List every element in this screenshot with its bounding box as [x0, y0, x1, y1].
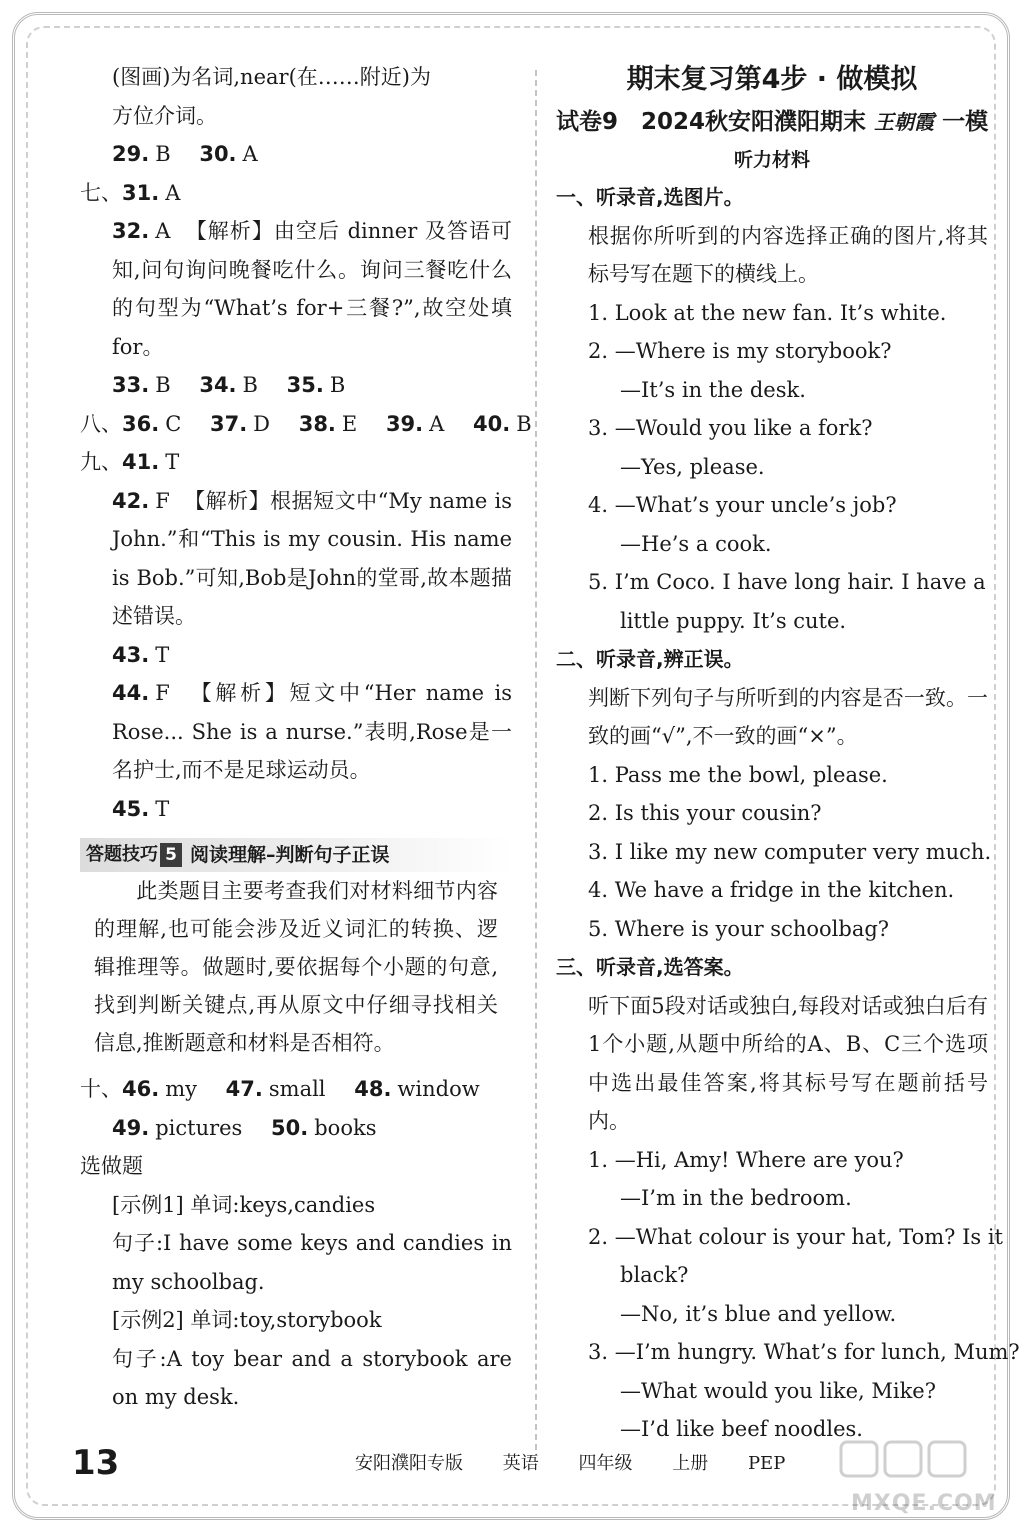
- list-item: 3. —Would you like a fork?: [588, 416, 873, 440]
- list-item: black?: [620, 1263, 689, 1287]
- question-number: 49.: [112, 1115, 150, 1140]
- column-divider: [535, 70, 537, 1450]
- question-number: 36.: [122, 411, 160, 436]
- watermark-logo: [811, 1438, 1001, 1518]
- example-words: [示例1] 单词:keys,candies: [112, 1192, 376, 1217]
- answer-explanation: [80, 212, 512, 366]
- footer-info: [355, 1450, 807, 1478]
- answer: F: [155, 488, 170, 513]
- list-item: 3. —I’m hungry. What’s for lunch, Mum?: [588, 1340, 1020, 1364]
- question-number: 48.: [354, 1077, 392, 1101]
- question-number: 37.: [209, 411, 248, 436]
- right-column: [556, 58, 1020, 1449]
- paper-title-text: 试卷9 2024秋安阳濮阳期末: [556, 109, 867, 135]
- list-item: little puppy. It’s cute.: [620, 608, 847, 633]
- answer: A: [165, 180, 181, 205]
- list-item: —Yes, please.: [620, 454, 765, 479]
- answer-row: [80, 405, 532, 444]
- list-item: 4. We have a fridge in the kitchen.: [588, 878, 955, 902]
- footer-subject: 英语: [502, 1453, 539, 1474]
- tip-title: 阅读理解–判断句子正误: [190, 843, 390, 866]
- paper-title: [556, 102, 988, 142]
- part-heading: 一、听录音,选图片。: [556, 185, 744, 209]
- list-item: —He’s a cook.: [620, 531, 772, 556]
- list-item: 3. I like my new computer very much.: [588, 839, 992, 864]
- signature-logo: 王朝霞: [874, 110, 935, 134]
- list-item: 5. Where is your schoolbag?: [588, 916, 890, 941]
- answer-row: [80, 366, 512, 405]
- question-number: 38.: [298, 411, 336, 436]
- tip-number-badge: 5: [160, 843, 182, 867]
- question-number: 44.: [112, 681, 150, 705]
- answer-row: [80, 443, 512, 482]
- question-number: 42.: [112, 488, 150, 513]
- answer: small: [268, 1077, 326, 1101]
- list-item: 2. —What colour is your hat, Tom? Is it: [588, 1224, 1003, 1249]
- question-number: 33.: [112, 373, 150, 397]
- tip-header: [80, 838, 512, 872]
- question-number: 29.: [112, 142, 150, 166]
- page-number: 13: [72, 1443, 120, 1483]
- answer: T: [155, 796, 170, 821]
- example-sentence: 句子:I have some keys and candies in my schoolbag.: [112, 1231, 512, 1294]
- question-number: 31.: [122, 180, 160, 205]
- question-number: 30.: [199, 142, 237, 166]
- section-marker: 七、: [80, 180, 122, 205]
- answer: C: [165, 411, 182, 436]
- question-number: 32.: [112, 219, 150, 243]
- section-marker: 十、: [80, 1077, 122, 1101]
- answer: A: [242, 142, 258, 166]
- list-item: 1. Look at the new fan. It’s white.: [588, 300, 947, 325]
- question-number: 41.: [122, 450, 160, 474]
- answer-row: [80, 636, 512, 675]
- section-marker: 九、: [80, 450, 122, 474]
- part-heading: 二、听录音,辨正误。: [556, 647, 744, 671]
- text-line: 方位介词。: [112, 103, 217, 128]
- answer-row: [80, 1109, 512, 1148]
- answer: T: [165, 450, 180, 474]
- answer-explanation: [80, 674, 512, 790]
- instruction: 判断下列句子与所听到的内容是否一致。一致的画“√”,不一致的画“×”。: [588, 685, 988, 748]
- answer: A: [155, 219, 171, 243]
- list-item: —I’m in the bedroom.: [620, 1186, 852, 1210]
- question-number: 50.: [271, 1115, 309, 1140]
- answer-row: [80, 790, 512, 829]
- list-item: —What would you like, Mike?: [620, 1378, 936, 1403]
- list-item: —I’d like beef noodles.: [620, 1417, 863, 1441]
- watermark-text: MXQE.COM: [851, 1491, 997, 1516]
- question-number: 46.: [122, 1077, 160, 1101]
- answer: F: [155, 681, 170, 705]
- question-number: 35.: [286, 373, 324, 397]
- question-number: 47.: [225, 1077, 263, 1101]
- list-item: —No, it’s blue and yellow.: [620, 1301, 897, 1326]
- list-item: 2. —Where is my storybook?: [588, 339, 892, 363]
- step-title: 期末复习第4步 · 做模拟: [626, 64, 918, 95]
- tip-text: 此类题目主要考查我们对材料细节内容的理解,也可能会涉及近义词汇的转换、逻辑推理等。做题时,要依据每个小题的句意,找到判断关键点,再从原文中仔细寻找相关信息,推断题意和材料是否相符。: [94, 879, 498, 1055]
- answer: window: [397, 1077, 480, 1101]
- answer: pictures: [155, 1115, 243, 1140]
- question-number: 40.: [473, 411, 511, 436]
- question-number: 43.: [112, 642, 150, 667]
- footer-volume: 上册: [672, 1453, 709, 1474]
- answer: B: [329, 373, 346, 397]
- footer-version: PEP: [747, 1453, 786, 1474]
- list-item: —It’s in the desk.: [620, 377, 806, 402]
- question-number: 45.: [112, 796, 150, 821]
- list-item: 5. I’m Coco. I have long hair. I have a: [588, 570, 986, 594]
- instruction: 听下面5段对话或独白,每段对话或独白后有1个小题,从题中所给的A、B、C三个选项中选出最佳答案,将其标号写在题前括号内。: [588, 993, 988, 1133]
- answer: my: [165, 1077, 197, 1101]
- list-item: 2. Is this your cousin?: [588, 801, 822, 825]
- explanation-text: 【解析】根据短文中“My name is John.”和“This is my cousin. His name is Bob.”可知,Bob是John的堂哥,故本题描述错误。: [112, 488, 512, 628]
- list-item: 1. Pass me the bowl, please.: [588, 762, 888, 787]
- part-heading: 三、听录音,选答案。: [556, 955, 744, 979]
- question-number: 34.: [199, 373, 237, 397]
- left-column: [80, 58, 532, 1417]
- answer-row: [80, 174, 512, 213]
- paper-title-suffix: 一模: [942, 109, 989, 135]
- instruction: 根据你所听到的内容选择正确的图片,将其标号写在题下的横线上。: [588, 223, 988, 286]
- question-number: 39.: [385, 411, 424, 436]
- list-item: 4. —What’s your uncle’s job?: [588, 493, 897, 517]
- answer-row: [80, 135, 512, 174]
- tip-label: 答题技巧: [86, 843, 158, 865]
- section-marker: 八、: [80, 411, 122, 436]
- answer: B: [242, 373, 258, 397]
- example-sentence: 句子:A toy bear and a storybook are on my desk.: [112, 1346, 512, 1409]
- footer-edition: 安阳濮阳专版: [355, 1453, 463, 1474]
- footer-grade: 四年级: [578, 1453, 633, 1474]
- explanation-text: 【解析】短文中“Her name is Rose... She is a nurse.”表明,Rose是一名护士,而不是足球运动员。: [112, 681, 512, 782]
- text-line: (图画)为名词,near(在……附近)为: [112, 65, 431, 89]
- listening-title: 听力材料: [733, 149, 810, 171]
- tip-body: [80, 872, 512, 1062]
- optional-heading: 选做题: [80, 1154, 143, 1178]
- watermark-icon: [811, 1438, 1001, 1498]
- explanation-text: 【解析】由空后 dinner 及答语可知,问句询问晚餐吃什么。询问三餐吃什么的句型为“What’s for+三餐?”,故空处填 for。: [112, 219, 512, 359]
- answer: A: [429, 411, 445, 436]
- answer: T: [155, 642, 170, 667]
- answer: D: [253, 411, 271, 436]
- example-words: [示例2] 单词:toy,storybook: [112, 1308, 382, 1332]
- answer: E: [341, 411, 358, 436]
- answer: B: [155, 373, 171, 397]
- answer: B: [516, 411, 532, 436]
- answer: B: [155, 142, 171, 166]
- answer-explanation: [80, 482, 512, 636]
- answer: books: [314, 1115, 377, 1140]
- list-item: 1. —Hi, Amy! Where are you?: [588, 1147, 904, 1172]
- answer-row: [80, 1070, 512, 1109]
